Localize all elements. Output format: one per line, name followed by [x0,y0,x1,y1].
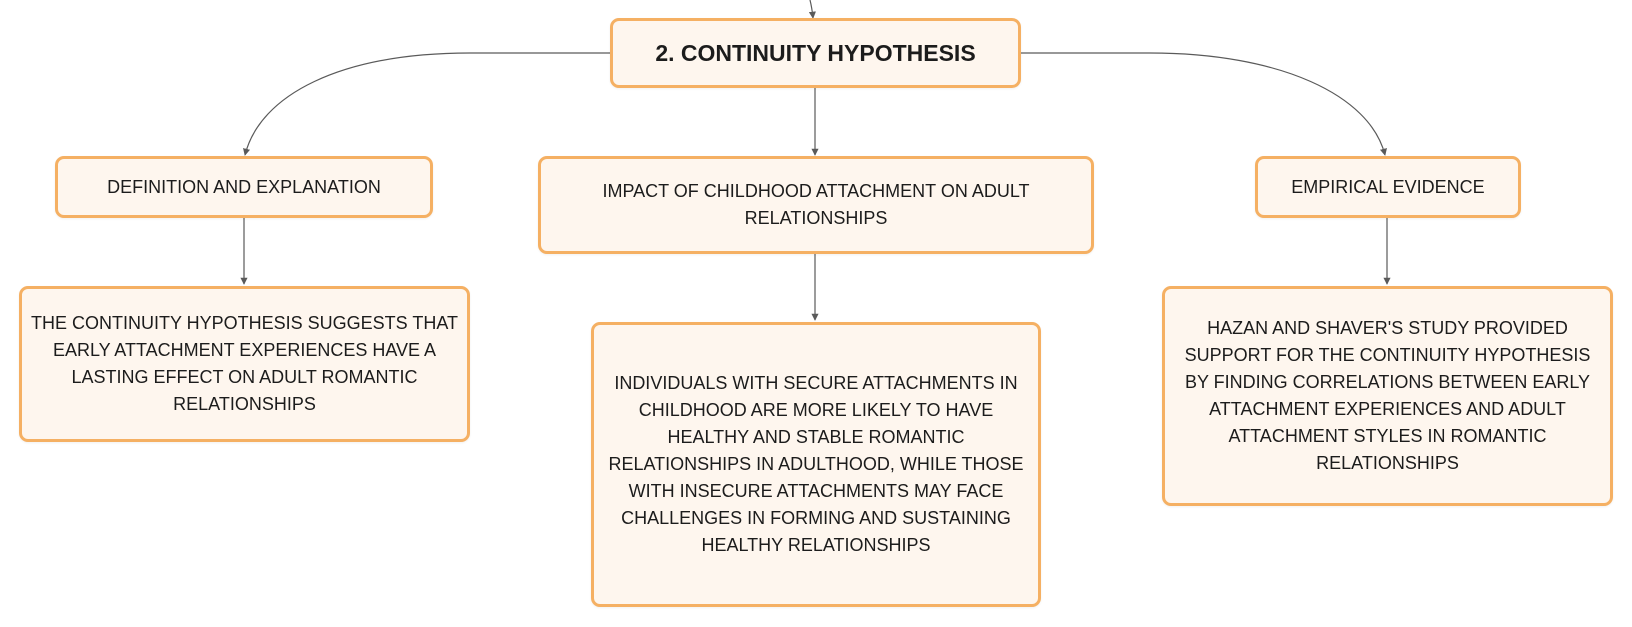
detail-node-evidence[interactable] [1162,286,1613,506]
branch-node-impact-label: IMPACT OF CHILDHOOD ATTACHMENT ON ADULT RELATIONSHIPS [602,181,1030,228]
detail-node-definition[interactable] [19,286,470,442]
branch-node-impact[interactable] [538,156,1094,254]
branch-node-definition[interactable] [55,156,433,218]
detail-node-definition-text: THE CONTINUITY HYPOTHESIS SUGGESTS THAT EARLY ATTACHMENT EXPERIENCES HAVE A LASTING EFFECT ON ADULT ROMANTIC RELATIONSHIPS [30,313,459,414]
connector-root-to-definition [245,53,610,155]
detail-node-evidence-text: HAZAN AND SHAVER'S STUDY PROVIDED SUPPORT FOR THE CONTINUITY HYPOTHESIS BY FINDING CORRELATIONS BETWEEN EARLY ATTACHMENT EXPERIENCES AND ADULT ATTACHMENT STYLES IN ROMANTIC RELATIONSHIPS [1184,318,1591,473]
branch-node-evidence-label: EMPIRICAL EVIDENCE [1291,176,1485,197]
root-node-continuity-hypothesis[interactable] [610,18,1021,88]
detail-node-impact[interactable] [591,322,1041,607]
connector-parent-to-root [810,0,813,18]
connector-root-to-evidence [1020,53,1385,155]
branch-node-definition-label: DEFINITION AND EXPLANATION [107,176,381,197]
detail-node-impact-text: INDIVIDUALS WITH SECURE ATTACHMENTS IN CHILDHOOD ARE MORE LIKELY TO HAVE HEALTHY AND STABLE ROMANTIC RELATIONSHIPS IN ADULTHOOD, WHILE THOSE WITH INSECURE ATTACHMENTS MAY FACE CHALLENGES IN FORMING AND SUSTAINING HEALTHY RELATIONSHIPS [608,373,1024,555]
root-node-label: 2. CONTINUITY HYPOTHESIS [655,39,976,66]
branch-node-evidence[interactable] [1255,156,1521,218]
